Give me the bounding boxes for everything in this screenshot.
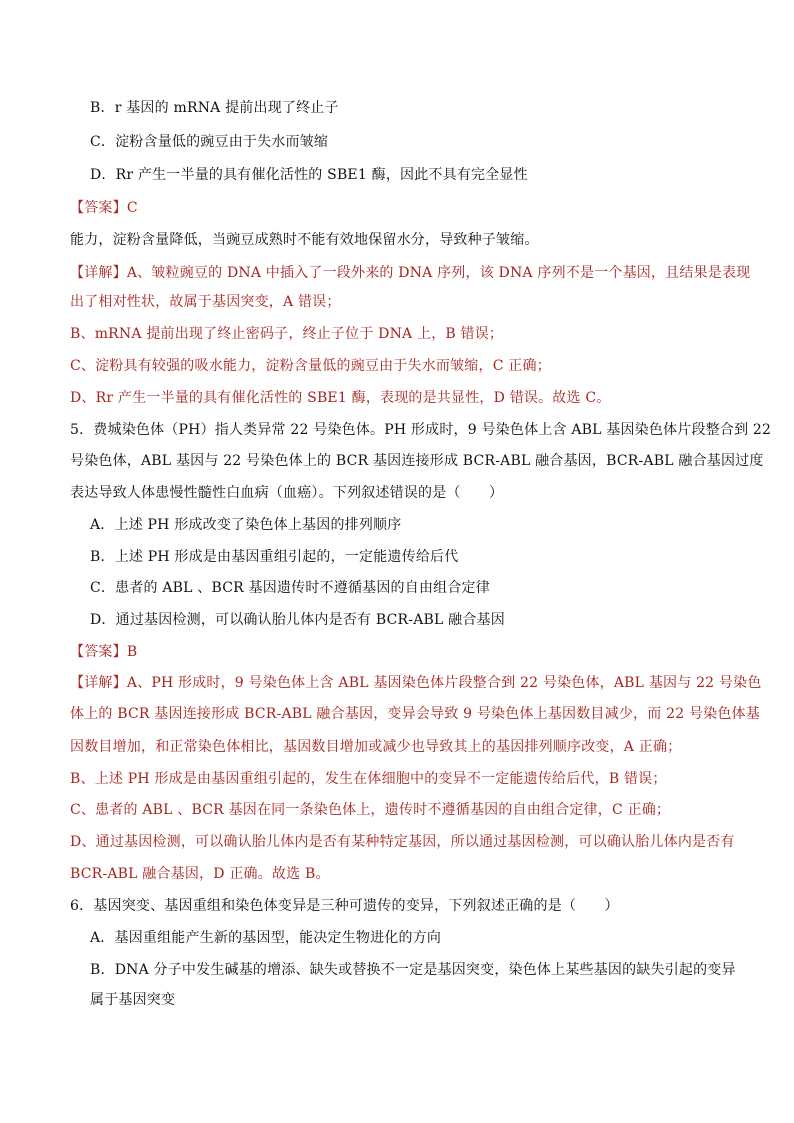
option-a: A．上述 PH 形成改变了染色体上基因的排列顺序 xyxy=(90,517,402,533)
option-a: A．基因重组能产生新的基因型，能决定生物进化的方向 xyxy=(90,930,442,946)
detail-line: C、患者的 ABL 、BCR 基因在同一条染色体上，遗传时不遵循基因的自由组合定律，C 正确； xyxy=(70,802,671,818)
detail-tag: 【详解】 xyxy=(70,675,127,691)
question-stem: 5．费城染色体（PH）指人类异常 22 号染色体。PH 形成时，9 号染色体上含 ABL 基因染色体片段整合到 22 xyxy=(70,422,772,438)
option-c: C．患者的 ABL 、BCR 基因遗传时不遵循基因的自由组合定律 xyxy=(90,580,490,596)
answer-line xyxy=(70,642,137,662)
option-b: B．上述 PH 形成是由基因重组引起的，一定能遗传给后代 xyxy=(90,549,459,565)
detail-line xyxy=(70,673,762,693)
answer-tag: 【答案】 xyxy=(70,200,127,216)
detail-tag: 【详解】 xyxy=(70,265,127,281)
option-d: D．通过基因检测，可以确认胎儿体内是否有 BCR-ABL 融合基因 xyxy=(90,612,505,628)
detail-line: 出了相对性状，故属于基因突变，A 错误； xyxy=(70,294,341,310)
question-stem: 表达导致人体患慢性髓性白血病（血癌）。下列叙述错误的是（ ） xyxy=(70,485,504,501)
analysis-tail: 能力，淀粉含量降低，当豌豆成熟时不能有效地保留水分，导致种子皱缩。 xyxy=(70,232,539,248)
option-b: B．r 基因的 mRNA 提前出现了终止子 xyxy=(90,100,339,116)
detail-line: B、mRNA 提前出现了终止密码子，终止子位于 DNA 上，B 错误； xyxy=(70,326,504,342)
detail-line: C、淀粉具有较强的吸水能力，淀粉含量低的豌豆由于失水而皱缩，C 正确； xyxy=(70,358,551,374)
detail-line: D、Rr 产生一半量的具有催化活性的 SBE1 酶，表现的是共显性，D 错误。故选 C。 xyxy=(70,390,611,406)
option-b: B．DNA 分子中发生碱基的增添、缺失或替换不一定是基因突变，染色体上某些基因的缺失引起的变异 xyxy=(90,962,736,978)
detail-line xyxy=(70,263,750,283)
question-stem: 6．基因突变、基因重组和染色体变异是三种可遗传的变异，下列叙述正确的是（ ） xyxy=(70,898,619,914)
answer-value: B xyxy=(126,644,138,660)
question-stem: 号染色体，ABL 基因与 22 号染色体上的 BCR 基因连接形成 BCR-ABL 融合基因，BCR-ABL 融合基因过度 xyxy=(70,453,764,469)
detail-text: A、PH 形成时，9 号染色体上含 ABL 基因染色体片段整合到 22 号染色体，ABL 基因与 22 号染色 xyxy=(126,675,762,691)
answer-tag: 【答案】 xyxy=(70,644,127,660)
detail-text: A、皱粒豌豆的 DNA 中插入了一段外来的 DNA 序列，该 DNA 序列不是一个基因，且结果是表现 xyxy=(126,265,751,281)
option-b-cont: 属于基因突变 xyxy=(90,992,176,1008)
detail-line: 体上的 BCR 基因连接形成 BCR-ABL 融合基因，变异会导致 9 号染色体上基因数目减少，而 22 号染色体基 xyxy=(70,706,760,722)
detail-line: BCR-ABL 融合基因，D 正确。故选 B。 xyxy=(70,866,330,882)
option-c: C．淀粉含量低的豌豆由于失水而皱缩 xyxy=(90,134,329,150)
detail-line: D、通过基因检测，可以确认胎儿体内是否有某种特定基因，所以通过基因检测，可以确认胎儿体内是否有 xyxy=(70,834,735,850)
detail-line: B、上述 PH 形成是由基因重组引起的，发生在体细胞中的变异不一定能遗传给后代，B 错误； xyxy=(70,771,667,787)
detail-line: 因数目增加，和正常染色体相比，基因数目增加或减少也导致其上的基因排列顺序改变，A 正确； xyxy=(70,739,682,755)
answer-value: C xyxy=(126,200,138,216)
answer-line xyxy=(70,198,138,218)
option-d: D．Rr 产生一半量的具有催化活性的 SBE1 酶，因此不具有完全显性 xyxy=(90,167,528,183)
